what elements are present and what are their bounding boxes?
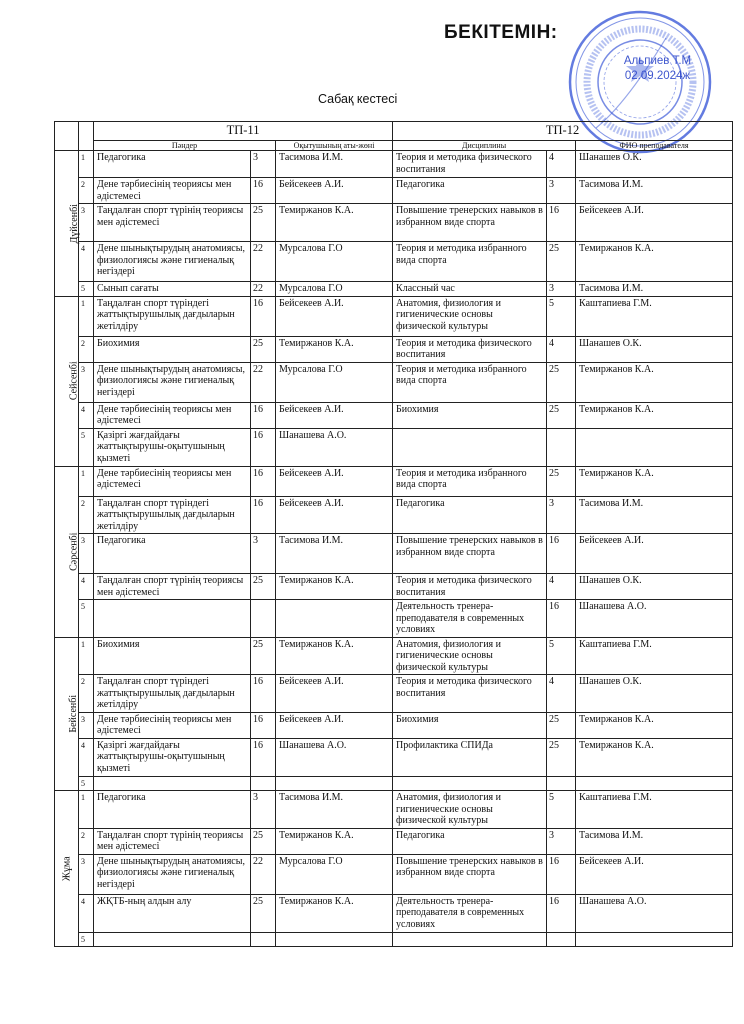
- teacher-ru: Шанашев О.К.: [576, 151, 733, 178]
- lesson-number: 5: [79, 932, 94, 947]
- lesson-number: 4: [79, 574, 94, 600]
- subject-kz: [94, 932, 251, 947]
- lesson-number: 2: [79, 336, 94, 362]
- room-number: 16: [251, 712, 276, 738]
- room-number: 25: [251, 574, 276, 600]
- subject-kz: [94, 600, 251, 638]
- day-label: [55, 466, 79, 637]
- discipline-ru: Теория и методика физического воспитания: [393, 336, 547, 362]
- lesson-number: 5: [79, 600, 94, 638]
- room-number: [547, 932, 576, 947]
- col-header-subject: Пәндер: [94, 141, 276, 151]
- seal-signature: [610, 54, 705, 84]
- table-row: [55, 600, 733, 638]
- lesson-number: 3: [79, 712, 94, 738]
- lesson-number: 5: [79, 428, 94, 466]
- room-number: 3: [251, 791, 276, 829]
- room-number: 25: [547, 466, 576, 496]
- teacher-ru: Каштапиева Г.М.: [576, 296, 733, 336]
- room-number: 5: [547, 296, 576, 336]
- discipline-ru: Биохимия: [393, 402, 547, 428]
- room-number: 25: [547, 242, 576, 282]
- room-number: 16: [251, 496, 276, 534]
- table-row: [55, 204, 733, 242]
- lesson-number: 1: [79, 151, 94, 178]
- room-number: 16: [547, 534, 576, 574]
- teacher-ru: Темиржанов К.А.: [576, 242, 733, 282]
- teacher-kz: Мурсалова Г.О: [276, 362, 393, 402]
- group-header-tp12: ТП-12: [393, 122, 733, 141]
- room-number: 16: [251, 675, 276, 713]
- subject-kz: Дене тәрбиесінің теориясы мен әдістемесі: [94, 178, 251, 204]
- teacher-kz: Шанашева А.О.: [276, 738, 393, 776]
- subject-kz: Дене шынықтырудың анатомиясы, физиологиясы және гигиеналық негіздері: [94, 362, 251, 402]
- table-row: [55, 675, 733, 713]
- lesson-number: 3: [79, 362, 94, 402]
- teacher-ru: Бейсекеев А.И.: [576, 204, 733, 242]
- lesson-number: 2: [79, 178, 94, 204]
- subject-kz: Таңдалған спорт түрінің теориясы мен әдістемесі: [94, 828, 251, 854]
- room-number: 3: [547, 178, 576, 204]
- teacher-kz: Тасимова И.М.: [276, 791, 393, 829]
- room-number: 3: [251, 151, 276, 178]
- table-row: [55, 637, 733, 675]
- lesson-number: 1: [79, 296, 94, 336]
- table-row: [55, 466, 733, 496]
- room-number: 16: [547, 204, 576, 242]
- teacher-ru: Темиржанов К.А.: [576, 402, 733, 428]
- day-name: Дүйсенбі: [68, 203, 80, 243]
- day-label: [55, 637, 79, 791]
- discipline-ru: Профилактика СПИДа: [393, 738, 547, 776]
- teacher-ru: Каштапиева Г.М.: [576, 637, 733, 675]
- teacher-kz: Мурсалова Г.О: [276, 854, 393, 894]
- subject-kz: Таңдалған спорт түрінің теориясы мен әдістемесі: [94, 204, 251, 242]
- teacher-ru: Тасимова И.М.: [576, 282, 733, 297]
- discipline-ru: Педагогика: [393, 178, 547, 204]
- room-number: [547, 776, 576, 791]
- schedule-table: [54, 121, 733, 947]
- lesson-number: 3: [79, 854, 94, 894]
- discipline-ru: [393, 932, 547, 947]
- teacher-ru: Каштапиева Г.М.: [576, 791, 733, 829]
- discipline-ru: Деятельность тренера-преподавателя в современных условиях: [393, 894, 547, 932]
- subject-kz: Таңдалған спорт түріндегі жаттықтырушылық дағдыларын жетілдіру: [94, 496, 251, 534]
- table-row: [55, 776, 733, 791]
- lesson-number: 4: [79, 738, 94, 776]
- table-row: [55, 534, 733, 574]
- subject-kz: Сынып сағаты: [94, 282, 251, 297]
- room-number: 16: [547, 854, 576, 894]
- room-number: 25: [251, 894, 276, 932]
- teacher-ru: Темиржанов К.А.: [576, 362, 733, 402]
- teacher-kz: Темиржанов К.А.: [276, 637, 393, 675]
- day-label: [55, 296, 79, 466]
- lesson-number: 3: [79, 534, 94, 574]
- teacher-ru: Бейсекеев А.И.: [576, 854, 733, 894]
- teacher-kz: [276, 776, 393, 791]
- teacher-ru: Шанашева А.О.: [576, 600, 733, 638]
- teacher-kz: Темиржанов К.А.: [276, 828, 393, 854]
- discipline-ru: Педагогика: [393, 828, 547, 854]
- room-number: 16: [251, 402, 276, 428]
- subject-kz: Педагогика: [94, 151, 251, 178]
- discipline-ru: Теория и методика физического воспитания: [393, 574, 547, 600]
- col-header-teacher: Оқытушының аты-жөні: [276, 141, 393, 151]
- teacher-ru: Шанашева А.О.: [576, 894, 733, 932]
- lesson-number: 2: [79, 496, 94, 534]
- table-row: [55, 932, 733, 947]
- table-row: [55, 428, 733, 466]
- teacher-kz: Бейсекеев А.И.: [276, 402, 393, 428]
- subject-kz: Таңдалған спорт түрінің теориясы мен әдістемесі: [94, 574, 251, 600]
- discipline-ru: Анатомия, физиология и гигиенические основы физической культуры: [393, 791, 547, 829]
- subject-kz: Қазіргі жағдайдағы жаттықтырушы-оқытушының қызметі: [94, 738, 251, 776]
- room-number: 22: [251, 242, 276, 282]
- table-row: [55, 712, 733, 738]
- subject-kz: Дене тәрбиесінің теориясы мен әдістемесі: [94, 466, 251, 496]
- room-number: 16: [251, 428, 276, 466]
- discipline-ru: Биохимия: [393, 712, 547, 738]
- day-name: Сәрсенбі: [68, 532, 80, 571]
- room-number: 22: [251, 362, 276, 402]
- table-row: [55, 178, 733, 204]
- lesson-number: 1: [79, 466, 94, 496]
- room-number: 25: [251, 828, 276, 854]
- day-name: Жұма: [61, 856, 73, 881]
- discipline-ru: Анатомия, физиология и гигиенические основы физической культуры: [393, 637, 547, 675]
- teacher-ru: Шанашев О.К.: [576, 336, 733, 362]
- room-number: 16: [251, 738, 276, 776]
- teacher-kz: [276, 932, 393, 947]
- room-number: 16: [251, 466, 276, 496]
- lesson-number: 4: [79, 894, 94, 932]
- corner-cell: [79, 122, 94, 151]
- approval-date: 02.09.2024ж: [624, 70, 691, 82]
- teacher-ru: Шанашев О.К.: [576, 675, 733, 713]
- teacher-kz: Тасимова И.М.: [276, 534, 393, 574]
- day-label: [55, 151, 79, 297]
- lesson-number: 4: [79, 402, 94, 428]
- teacher-ru: Тасимова И.М.: [576, 496, 733, 534]
- subject-kz: Педагогика: [94, 534, 251, 574]
- room-number: 22: [251, 282, 276, 297]
- teacher-kz: Тасимова И.М.: [276, 151, 393, 178]
- day-label: [55, 791, 79, 947]
- subject-kz: ЖҚТБ-ның алдын алу: [94, 894, 251, 932]
- table-row: [55, 242, 733, 282]
- subject-kz: Дене шынықтырудың анатомиясы, физиологиясы және гигиеналық негіздері: [94, 242, 251, 282]
- teacher-kz: Темиржанов К.А.: [276, 336, 393, 362]
- subject-kz: Биохимия: [94, 336, 251, 362]
- teacher-ru: Темиржанов К.А.: [576, 712, 733, 738]
- subject-kz: Таңдалған спорт түріндегі жаттықтырушылық дағдыларын жетілдіру: [94, 296, 251, 336]
- table-row: [55, 496, 733, 534]
- room-number: 4: [547, 675, 576, 713]
- room-number: 3: [251, 534, 276, 574]
- table-row: [55, 791, 733, 829]
- room-number: [251, 776, 276, 791]
- table-row: [55, 828, 733, 854]
- room-number: 16: [547, 894, 576, 932]
- teacher-kz: Бейсекеев А.И.: [276, 712, 393, 738]
- table-row: [55, 574, 733, 600]
- teacher-kz: Бейсекеев А.И.: [276, 675, 393, 713]
- room-number: 5: [547, 637, 576, 675]
- teacher-kz: Бейсекеев А.И.: [276, 178, 393, 204]
- teacher-ru: [576, 932, 733, 947]
- discipline-ru: Повышение тренерских навыков в избранном виде спорта: [393, 534, 547, 574]
- room-number: 25: [547, 712, 576, 738]
- teacher-ru: [576, 428, 733, 466]
- col-header-discipline: Дисциплины: [393, 141, 576, 151]
- teacher-ru: Шанашев О.К.: [576, 574, 733, 600]
- table-row: [55, 854, 733, 894]
- room-number: [251, 600, 276, 638]
- group-header-tp11: ТП-11: [94, 122, 393, 141]
- subject-kz: [94, 776, 251, 791]
- day-name: Бейсенбі: [68, 694, 80, 733]
- day-name: Сейсенбі: [68, 361, 80, 401]
- discipline-ru: Теория и методика избранного вида спорта: [393, 466, 547, 496]
- room-number: 4: [547, 336, 576, 362]
- discipline-ru: [393, 428, 547, 466]
- subject-kz: Биохимия: [94, 637, 251, 675]
- teacher-kz: Бейсекеев А.И.: [276, 466, 393, 496]
- room-number: 16: [251, 178, 276, 204]
- teacher-ru: [576, 776, 733, 791]
- teacher-kz: [276, 600, 393, 638]
- teacher-kz: Мурсалова Г.О: [276, 282, 393, 297]
- room-number: 3: [547, 496, 576, 534]
- room-number: [547, 428, 576, 466]
- room-number: 3: [547, 282, 576, 297]
- teacher-kz: Шанашева А.О.: [276, 428, 393, 466]
- table-row: [55, 894, 733, 932]
- table-row: [55, 282, 733, 297]
- subject-kz: Дене тәрбиесінің теориясы мен әдістемесі: [94, 712, 251, 738]
- teacher-kz: Темиржанов К.А.: [276, 204, 393, 242]
- teacher-ru: Бейсекеев А.И.: [576, 534, 733, 574]
- room-number: 5: [547, 791, 576, 829]
- table-row: [55, 362, 733, 402]
- teacher-kz: Бейсекеев А.И.: [276, 496, 393, 534]
- room-number: 25: [251, 336, 276, 362]
- subject-kz: Таңдалған спорт түріндегі жаттықтырушылық дағдыларын жетілдіру: [94, 675, 251, 713]
- subject-kz: Қазіргі жағдайдағы жаттықтырушы-оқытушының қызметі: [94, 428, 251, 466]
- table-row: [55, 738, 733, 776]
- discipline-ru: Теория и методика физического воспитания: [393, 151, 547, 178]
- lesson-number: 5: [79, 282, 94, 297]
- lesson-number: 1: [79, 637, 94, 675]
- lesson-number: 1: [79, 791, 94, 829]
- room-number: 16: [251, 296, 276, 336]
- room-number: 25: [547, 362, 576, 402]
- teacher-ru: Темиржанов К.А.: [576, 738, 733, 776]
- table-row: [55, 296, 733, 336]
- room-number: 22: [251, 854, 276, 894]
- discipline-ru: Классный час: [393, 282, 547, 297]
- signer-name: Альпиев Т.М: [623, 55, 692, 67]
- room-number: [251, 932, 276, 947]
- table-row: [55, 336, 733, 362]
- room-number: 25: [547, 402, 576, 428]
- room-number: 3: [547, 828, 576, 854]
- room-number: 25: [547, 738, 576, 776]
- discipline-ru: Педагогика: [393, 496, 547, 534]
- teacher-kz: Бейсекеев А.И.: [276, 296, 393, 336]
- room-number: 25: [251, 204, 276, 242]
- teacher-ru: Тасимова И.М.: [576, 178, 733, 204]
- discipline-ru: Повышение тренерских навыков в избранном виде спорта: [393, 204, 547, 242]
- discipline-ru: Повышение тренерских навыков в избранном виде спорта: [393, 854, 547, 894]
- lesson-number: 2: [79, 675, 94, 713]
- teacher-ru: Тасимова И.М.: [576, 828, 733, 854]
- discipline-ru: Теория и методика физического воспитания: [393, 675, 547, 713]
- lesson-number: 2: [79, 828, 94, 854]
- discipline-ru: Теория и методика избранного вида спорта: [393, 242, 547, 282]
- subject-kz: Дене тәрбиесінің теориясы мен әдістемесі: [94, 402, 251, 428]
- teacher-kz: Темиржанов К.А.: [276, 574, 393, 600]
- corner-cell: [55, 122, 79, 151]
- discipline-ru: Деятельность тренера-преподавателя в современных условиях: [393, 600, 547, 638]
- subject-kz: Педагогика: [94, 791, 251, 829]
- approval-heading: БЕКІТЕМІН:: [444, 22, 558, 43]
- col-header-teacher-ru: ФИО преподавателя: [576, 141, 733, 151]
- discipline-ru: [393, 776, 547, 791]
- table-row: [55, 151, 733, 178]
- lesson-number: 3: [79, 204, 94, 242]
- room-number: 4: [547, 151, 576, 178]
- lesson-number: 5: [79, 776, 94, 791]
- table-row: [55, 402, 733, 428]
- room-number: 4: [547, 574, 576, 600]
- discipline-ru: Теория и методика избранного вида спорта: [393, 362, 547, 402]
- page-title: Сабақ кестесі: [318, 92, 398, 106]
- teacher-kz: Темиржанов К.А.: [276, 894, 393, 932]
- teacher-kz: Мурсалова Г.О: [276, 242, 393, 282]
- lesson-number: 4: [79, 242, 94, 282]
- discipline-ru: Анатомия, физиология и гигиенические основы физической культуры: [393, 296, 547, 336]
- room-number: 16: [547, 600, 576, 638]
- teacher-ru: Темиржанов К.А.: [576, 466, 733, 496]
- room-number: 25: [251, 637, 276, 675]
- subject-kz: Дене шынықтырудың анатомиясы, физиологиясы және гигиеналық негіздері: [94, 854, 251, 894]
